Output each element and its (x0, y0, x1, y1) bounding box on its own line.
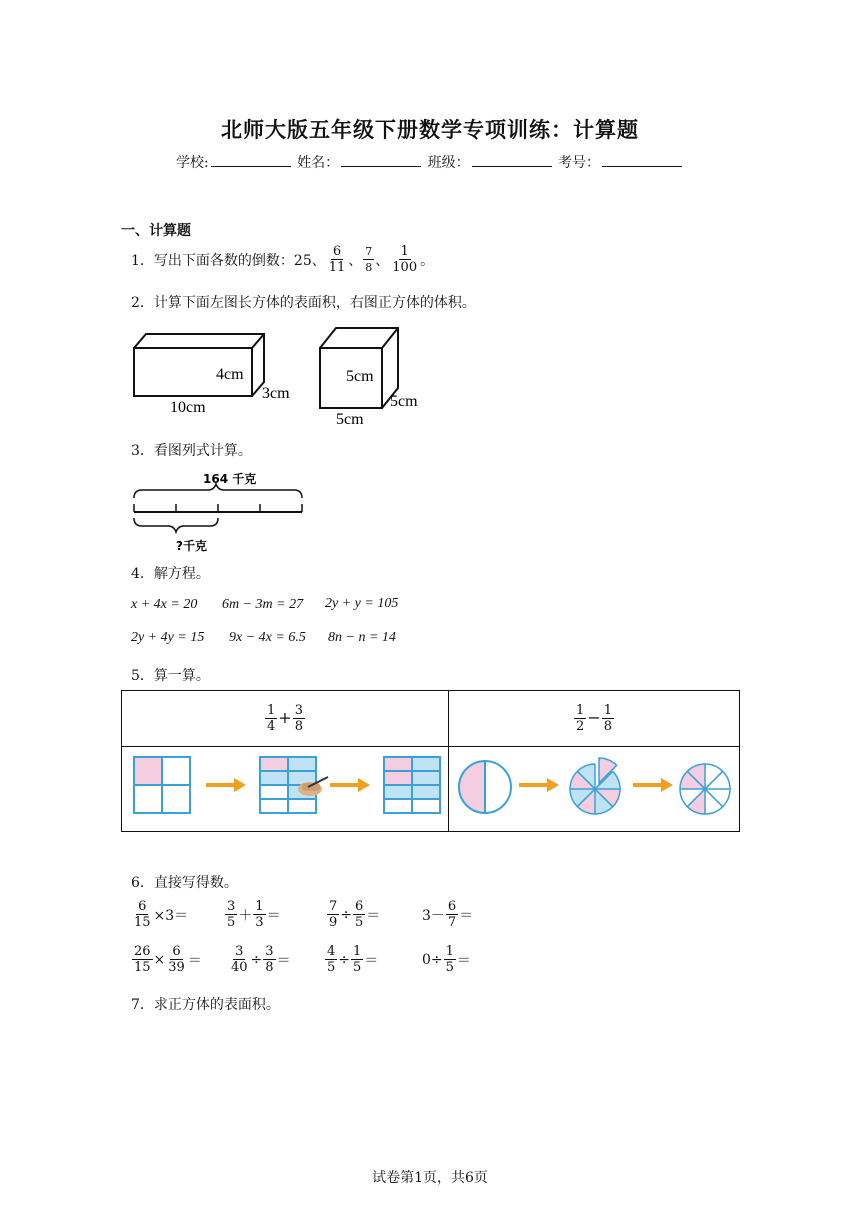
equation: 6m − 3m = 27 (222, 597, 304, 612)
mental-math-item: $\frac{3}{40}$ ÷ $\frac{3}{8}$ ＝ (231, 944, 291, 975)
section-heading: 一、计算题 (121, 223, 191, 239)
fraction: $\frac{7}{8}$ (365, 245, 373, 274)
question-2: 2．计算下面左图长方体的表面积，右图正方体的体积。 (131, 295, 476, 311)
mental-math-item: $\frac{6}{15}$ ×3＝ (134, 899, 189, 930)
right-diagram-cell (449, 747, 740, 832)
equation: 2y + y = 105 (325, 596, 399, 611)
left-diagram-cell (122, 747, 449, 832)
left-expression-cell: $\frac{1}{4}$ + $\frac{3}{8}$ (122, 691, 449, 747)
cube-length-label: 5cm (336, 411, 364, 428)
equation: 2y + 4y = 15 (131, 630, 205, 645)
fraction: $\frac{1}{4}$ (267, 703, 276, 734)
question-5: 5．算一算。 (131, 668, 210, 684)
class-blank[interactable] (472, 152, 552, 167)
name-label: 姓名： (297, 155, 340, 171)
cuboid-figure (134, 334, 264, 396)
fraction: $\frac{1}{100}$ (392, 244, 418, 275)
arrow-icon (519, 778, 559, 792)
fraction: $\frac{3}{8}$ (294, 703, 303, 734)
question-1: 1．写出下面各数的倒数：25、 $\frac{6}{11}$ 、 $\frac{7}{8}$ 、 $\frac{1}{100}$ 。 (131, 244, 435, 275)
page-title: 北师大版五年级下册数学专项训练：计算题 (221, 118, 639, 142)
arrow-icon (206, 778, 246, 792)
fraction-calc-table (121, 690, 740, 832)
equation: x + 4x = 20 (131, 597, 198, 612)
arrow-icon (330, 778, 370, 792)
bar-model-figure (128, 466, 308, 556)
grid-diagram (122, 747, 448, 827)
q1-text: 1．写出下面各数的倒数：25、 (131, 252, 326, 269)
arrow-icon (633, 778, 673, 792)
equation: 8n − n = 14 (328, 630, 396, 645)
cuboid-width-label: 3cm (262, 385, 290, 402)
right-expression-cell: $\frac{1}{2}$ − $\frac{1}{8}$ (449, 691, 740, 747)
mental-math-item: 0÷ $\frac{1}{5}$ ＝ (422, 944, 471, 975)
question-6: 6．直接写得数。 (131, 875, 238, 891)
fraction: $\frac{6}{11}$ (328, 244, 346, 275)
circle-diagram (449, 747, 739, 827)
page-footer: 试卷第1页，共6页 (372, 1170, 488, 1186)
prism-and-cube-figure (128, 322, 438, 430)
question-3: 3．看图列式计算。 (131, 443, 252, 459)
exam-no-label: 考号： (558, 155, 601, 171)
mental-math-item: $\frac{4}{5}$ ÷ $\frac{1}{5}$ ＝ (327, 944, 379, 975)
school-blank[interactable] (211, 152, 291, 167)
unknown-weight-label: ?千克 (176, 539, 207, 553)
fraction: $\frac{1}{8}$ (603, 703, 612, 734)
equation: 9x − 4x = 6.5 (229, 630, 306, 645)
mental-math-item: $\frac{3}{5}$ ＋ $\frac{1}{3}$ ＝ (227, 899, 281, 930)
question-4: 4．解方程。 (131, 566, 210, 582)
fraction: $\frac{1}{2}$ (576, 703, 585, 734)
cube-width-label: 5cm (390, 393, 418, 410)
cuboid-length-label: 10cm (170, 399, 206, 416)
student-info-line (0, 152, 860, 172)
class-label: 班级： (427, 155, 470, 171)
cube-height-label: 5cm (346, 368, 374, 385)
school-label: 学校: (175, 155, 209, 171)
exam-no-blank[interactable] (602, 152, 682, 167)
mental-math-item: $\frac{7}{9}$ ÷ $\frac{6}{5}$ ＝ (329, 899, 381, 930)
mental-math-item: 3－ $\frac{6}{7}$ ＝ (422, 899, 474, 930)
name-blank[interactable] (341, 152, 421, 167)
top-brace (134, 484, 302, 498)
total-weight-label: 164 千克 (203, 472, 257, 486)
cuboid-height-label: 4cm (216, 366, 244, 383)
question-7: 7．求正方体的表面积。 (131, 997, 280, 1013)
bottom-brace (134, 518, 218, 532)
mental-math-item: $\frac{26}{15}$ × $\frac{6}{39}$ ＝ (134, 944, 202, 975)
